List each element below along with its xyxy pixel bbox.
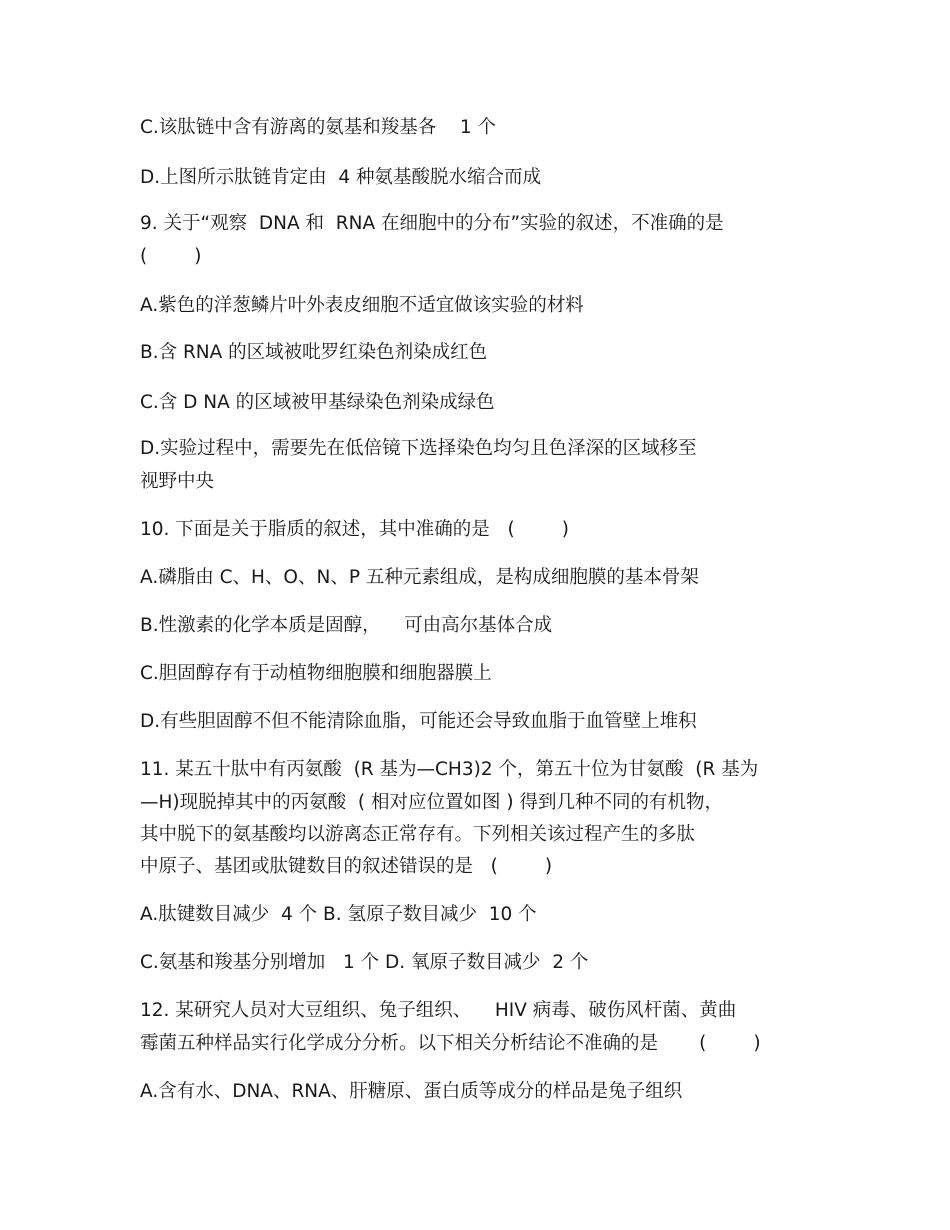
question-9-blank: ( ): [140, 246, 202, 267]
option-9b: B.含 RNA 的区域被吡罗红染色剂染成红色: [140, 342, 488, 363]
question-11-line3: 其中脱下的氨基酸均以游离态正常存有。下列相关该过程产生的多肽: [140, 824, 696, 845]
option-10d: D.有些胆固醇不但不能清除血脂，可能还会导致血脂于血管壁上堆积: [140, 711, 697, 732]
option-9d: D.实验过程中，需要先在低倍镜下选择染色均匀且色泽深的区域移至: [140, 438, 697, 459]
option-9d-cont: 视野中央: [140, 471, 215, 492]
question-11-line2: —H)现脱掉其中的丙氨酸 ( 相对应位置如图 ) 得到几种不同的有机物，: [140, 792, 723, 813]
question-9: 9. 关于“观察 DNA 和 RNA 在细胞中的分布”实验的叙述，不准确的是: [140, 213, 724, 234]
question-11: 11. 某五十肽中有丙氨酸 (R 基为—CH3)2 个，第五十位为甘氨酸 (R 基为: [140, 759, 759, 780]
options-11cd: C.氨基和羧基分别增加 1 个 D. 氧原子数目减少 2 个: [140, 952, 589, 973]
option-9a: A.紫色的洋葱鳞片叶外表皮细胞不适宜做该实验的材料: [140, 295, 584, 316]
option-10a: A.磷脂由 C、H、O、N、P 五种元素组成，是构成细胞膜的基本骨架: [140, 567, 699, 588]
option-8d: D.上图所示肽链肯定由 4 种氨基酸脱水缩合而成: [140, 167, 542, 188]
options-11ab: A.肽键数目减少 4 个 B. 氢原子数目减少 10 个: [140, 904, 537, 925]
question-12: 12. 某研究人员对大豆组织、兔子组织、 HIV 病毒、破伤风杆菌、黄曲: [140, 1000, 737, 1021]
option-9c: C.含 D NA 的区域被甲基绿染色剂染成绿色: [140, 392, 495, 413]
option-12a: A.含有水、DNA、RNA、肝糖原、蛋白质等成分的样品是兔子组织: [140, 1081, 683, 1102]
option-10b: B.性激素的化学本质是固醇， 可由高尔基体合成: [140, 615, 553, 636]
question-12-line2: 霉菌五种样品实行化学成分分析。以下相关分析结论不准确的是 ( ): [140, 1033, 761, 1054]
question-11-line4: 中原子、基团或肽键数目的叙述错误的是 ( ): [140, 856, 553, 877]
option-8c: C.该肽链中含有游离的氨基和羧基各 1 个: [140, 117, 496, 138]
question-10: 10. 下面是关于脂质的叙述，其中准确的是 ( ): [140, 519, 569, 540]
option-10c: C.胆固醇存有于动植物细胞膜和细胞器膜上: [140, 663, 492, 684]
